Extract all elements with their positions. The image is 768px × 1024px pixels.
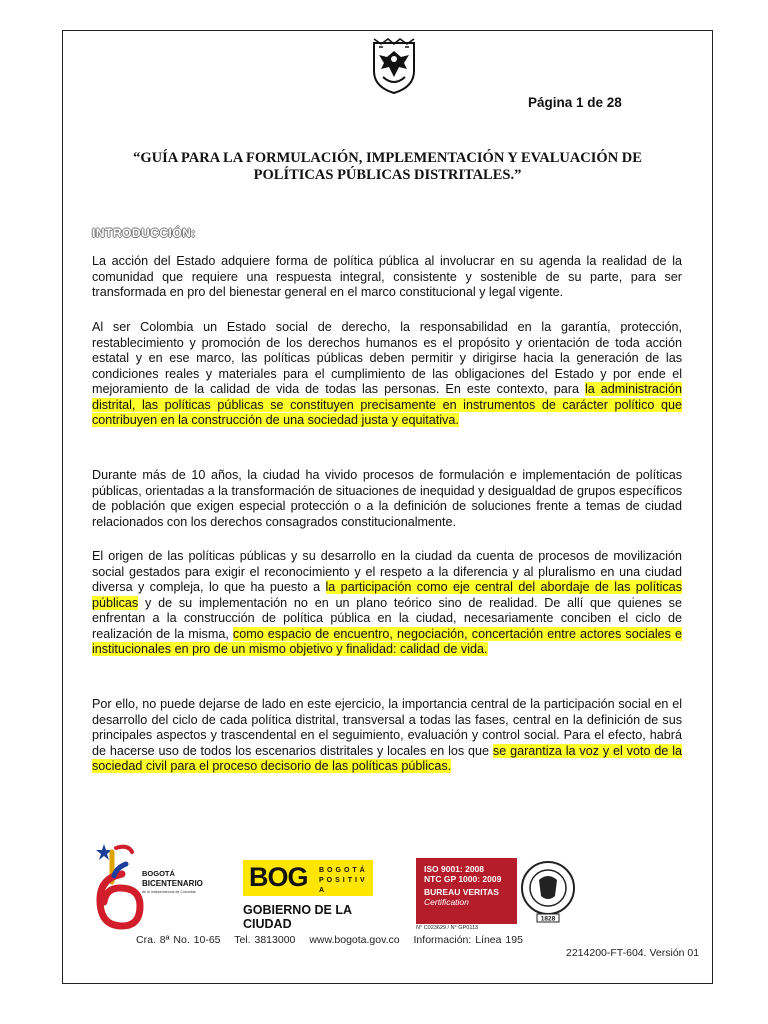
bogota-positiva-logo <box>243 860 393 931</box>
document-version: 2214200-FT-604. Versión 01 <box>566 947 700 959</box>
bogota-bicentenario-logo <box>92 842 210 930</box>
iso-note: N° C023629 / N° GP0113 <box>416 925 479 931</box>
iso-line-2: NTC GP 1000: 2009 <box>424 874 502 884</box>
paragraph-2-text: Al ser Colombia un Estado social de derecho, la responsabilidad en la garantía, protección, restablecimiento y promoción de los derechos humanos es el propósito y orientación de toda acción estatal y en ese marco, las políticas públicas deben permitir y dirigirse hacia la generación de las condiciones reales y materiales para el cumplimiento de las obligaciones del Estado y por ende el mejoramiento de la calidad de vida de todas las personas. En este contexto, para <box>92 320 682 396</box>
footer-contact <box>136 934 533 946</box>
bicentenario-text-3: de la Independencia de Colombia <box>142 890 196 894</box>
paragraph-4-text-a: El origen de las políticas públicas y su desarrollo en la ciudad da cuenta de procesos de movilización social gestados para exigir el reconocimiento y el respeto a la diferencia y al pluralismo en una ciudad diversa y compleja, lo que ha puesto a <box>92 549 682 594</box>
gobierno-text: GOBIERNO DE LA CIUDAD <box>243 903 352 931</box>
iso-line-1: ISO 9001: 2008 <box>424 864 485 874</box>
paragraph-5 <box>92 697 682 775</box>
iso-text <box>424 864 501 907</box>
iso-line-4: Certification <box>424 897 469 907</box>
bogota-coat-of-arms-icon <box>371 37 417 95</box>
footer-address: Cra. 8ª No. 10-65 <box>136 934 221 946</box>
paragraph-4-text-b: y de su implementación no en un plano teórico sino de realidad. De allí que quienes se enfrentan a la construcción de política pública en la ciudad, necesariamente conciben el ciclo de realización de la misma, <box>92 595 682 641</box>
page-number: Página 1 de 28 <box>528 95 622 110</box>
bog-small-text: BOGOTÁ POSITIVA <box>319 867 368 894</box>
footer-website[interactable]: www.bogota.gov.co <box>309 934 400 946</box>
paragraph-5-highlight: se garantiza la voz y el voto de la sociedad civil para el proceso decisorio de las políticas públicas. <box>92 743 682 773</box>
document-title <box>100 150 675 184</box>
footer-info: Información: Línea 195 <box>413 934 523 946</box>
footer-phone: Tel. 3813000 <box>234 934 296 946</box>
intro-heading: INTRODUCCIÓN: <box>92 226 196 240</box>
paragraph-3: Durante más de 10 años, la ciudad ha vivido procesos de formulación e implementación de políticas públicas, orientadas a la transformación de situaciones de inequidad y desigualdad de grupos específicos de población que exigen especial protección o a la definición de soluciones frente a temas de ciudad relacionados con los derechos consagrados constitucionalmente. <box>92 468 682 529</box>
iso-line-3: BUREAU VERITAS <box>424 887 499 897</box>
paragraph-4-highlight-1: la participación como eje central del abordaje de las políticas públicas <box>92 580 682 610</box>
bv-year: 1828 <box>540 915 556 923</box>
bicentenario-text-2: BICENTENARIO <box>142 879 203 888</box>
paragraph-4 <box>92 549 682 658</box>
paragraph-1: La acción del Estado adquiere forma de política pública al involucrar en su agenda la realidad de la comunidad que requiere una respuesta integral, consistente y sostenible de su parte, para ser transformada en pro del bienestar general en el marco constitucional y legal vigente. <box>92 254 682 299</box>
bog-mark-text: BOG <box>249 862 308 892</box>
bicentenario-text-1: BOGOTÁ <box>142 869 175 878</box>
paragraph-5-text: Por ello, no puede dejarse de lado en este ejercicio, la importancia central de la participación social en el desarrollo del ciclo de cada política distrital, transversal a todas las fases, central en la definición de sus principales aspectos y trascendental en el seguimiento, evaluación y control social. Para el efecto, habrá de hacerse uso de todos los escenarios distritales y locales en los que <box>92 697 682 758</box>
title-line-1: “GUÍA PARA LA FORMULACIÓN, IMPLEMENTACIÓN Y EVALUACIÓN DE <box>133 150 642 166</box>
paragraph-2-highlight: la administración distrital, las políticas públicas se constituyen precisamente en instrumentos de carácter político que contribuyen en la construcción de una sociedad justa y equitativa. <box>92 382 682 427</box>
bureau-veritas-seal-icon <box>517 858 579 924</box>
iso-certification-logo <box>416 858 576 924</box>
paragraph-4-highlight-2: como espacio de encuentro, negociación, concertación entre actores sociales e institucionales en pro de un mismo objetivo y finalidad: calidad de vida. <box>92 626 683 656</box>
title-line-2: POLÍTICAS PÚBLICAS DISTRITALES.” <box>253 167 522 183</box>
paragraph-2 <box>92 320 682 429</box>
